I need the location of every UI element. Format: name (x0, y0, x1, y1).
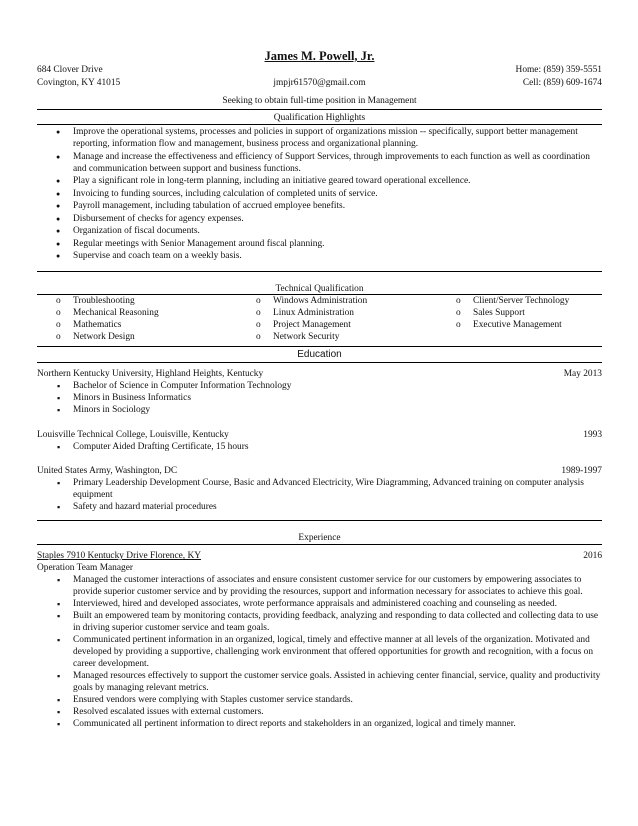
education-date: 1993 (583, 430, 602, 440)
experience-duty: ▪ Communicated all pertinent information to direct reports and stakeholders in an organized, logical and timely manner. (37, 718, 602, 730)
divider (37, 271, 602, 272)
divider (37, 362, 602, 363)
technical-skill: o Executive Management (437, 319, 637, 331)
education-header (37, 465, 602, 477)
technical-skill: o Linux Administration (237, 307, 437, 319)
education-heading: Education (297, 349, 342, 360)
education-header (37, 368, 602, 380)
education-details (37, 441, 602, 453)
experience-duty: ▪ Interviewed, hired and developed associates, wrote performance appraisals and administered coaching and counseling as needed. (37, 598, 602, 610)
qualification-item: ● Regular meetings with Senior Management around fiscal planning. (37, 238, 602, 250)
technical-skill: o Troubleshooting (37, 295, 237, 307)
experience-duty: ▪ Managed the customer interactions of associates and ensure consistent customer service for our customers by empowering associates to provide superior customer service and by providing the resources, support and information necessary for associates to achieve this goal. (37, 574, 602, 598)
school-name: Northern Kentucky University, Highland Heights, Kentucky (37, 369, 264, 379)
education-detail: ▪ Bachelor of Science in Computer Information Technology (37, 380, 602, 392)
divider (37, 520, 602, 521)
education-date: May 2013 (563, 369, 602, 379)
experience-duty: ▪ Resolved escalated issues with external customers. (37, 706, 602, 718)
education-header (37, 429, 602, 441)
technical-skill: o Sales Support (437, 307, 637, 319)
address-line-1: 684 Clover Drive (37, 65, 103, 75)
experience-date: 2016 (583, 551, 602, 561)
experience-duty: ▪ Managed resources effectively to support the customer service goals. Assisted in achieving center financial, service, quality and productivity goals by managing relevant metrics. (37, 670, 602, 694)
technical-skill: o Project Management (237, 319, 437, 331)
qualifications-list (37, 126, 602, 263)
experience-duty: ▪ Built an empowered team by monitoring contacts, providing feedback, analyzing and responding to data collected and collecting data to use in driving superior customer service and team goals. (37, 610, 602, 634)
technical-column-3 (437, 295, 637, 331)
education-detail: ▪ Computer Aided Drafting Certificate, 15 hours (37, 441, 602, 453)
technical-column-2 (237, 295, 437, 343)
education-entry (37, 465, 602, 513)
qualification-item: ● Improve the operational systems, processes and policies in support of organizations mission -- specifically, support better management reporting, information flow and management, business process and organizational planning. (37, 126, 602, 150)
education-date: 1989-1997 (561, 466, 602, 476)
qualification-item: ● Payroll management, including tabulation of accrued employee benefits. (37, 200, 602, 212)
qualification-item: ● Play a significant role in long-term planning, including an initiative geared toward operational excellence. (37, 175, 602, 187)
qualifications-heading: Qualification Highlights (273, 113, 366, 123)
education-detail: ▪ Minors in Business Informatics (37, 392, 602, 404)
education-entry (37, 368, 602, 416)
technical-skill: o Mathematics (37, 319, 237, 331)
school-name: Louisville Technical College, Louisville, Kentucky (37, 430, 229, 440)
qualification-item: ● Disbursement of checks for agency expenses. (37, 213, 602, 225)
divider (37, 109, 602, 110)
address-line-2: Covington, KY 41015 (37, 78, 121, 88)
divider (37, 544, 602, 545)
contact-row-1 (37, 64, 602, 76)
divider (37, 346, 602, 347)
technical-skill: o Network Security (237, 331, 437, 343)
experience-duties (37, 574, 602, 730)
education-details (37, 380, 602, 416)
experience-heading: Experience (298, 533, 341, 543)
qualification-item: ● Invoicing to funding sources, including calculation of completed units of service. (37, 188, 602, 200)
technical-heading: Technical Qualification (275, 284, 364, 294)
objective: Seeking to obtain full-time position in Management (222, 96, 417, 106)
home-phone: Home: (859) 359-5551 (515, 65, 602, 75)
experience-entry (37, 550, 602, 730)
education-details (37, 477, 602, 513)
experience-header (37, 550, 602, 562)
divider (37, 124, 602, 125)
school-name: United States Army, Washington, DC (37, 466, 178, 476)
qualification-item: ● Supervise and coach team on a weekly basis. (37, 250, 602, 262)
education-detail: ▪ Minors in Sociology (37, 404, 602, 416)
job-title: Operation Team Manager (37, 563, 134, 573)
education-detail: ▪ Primary Leadership Development Course, Basic and Advanced Electricity, Wire Diagramming, Advanced training on computer analysis equipment (37, 477, 602, 501)
experience-duty: ▪ Communicated pertinent information in an organized, logical, timely and effective manner at all levels of the organization. Motivated and developed by providing a supportive, challenging work environment that offered opportunities for growth and recognition, with a focus on career development. (37, 634, 602, 670)
technical-skill: o Client/Server Technology (437, 295, 637, 307)
candidate-name: James M. Powell, Jr. (264, 49, 375, 63)
employer-name: Staples 7910 Kentucky Drive Florence, KY (37, 551, 202, 561)
education-entry (37, 429, 602, 453)
qualification-item: ● Manage and increase the effectiveness and efficiency of Support Services, through improvements to each function as well as coordination and communication between support and business functions. (37, 151, 602, 175)
email-address[interactable]: jmpjr61570@gmail.com (273, 78, 366, 88)
technical-skill: o Windows Administration (237, 295, 437, 307)
experience-duty: ▪ Ensured vendors were complying with Staples customer service standards. (37, 694, 602, 706)
technical-skill: o Mechanical Reasoning (37, 307, 237, 319)
cell-phone: Cell: (859) 609-1674 (522, 78, 602, 88)
technical-skill: o Network Design (37, 331, 237, 343)
education-detail: ▪ Safety and hazard material procedures (37, 501, 602, 513)
technical-column-1 (37, 295, 237, 343)
qualification-item: ● Organization of fiscal documents. (37, 225, 602, 237)
